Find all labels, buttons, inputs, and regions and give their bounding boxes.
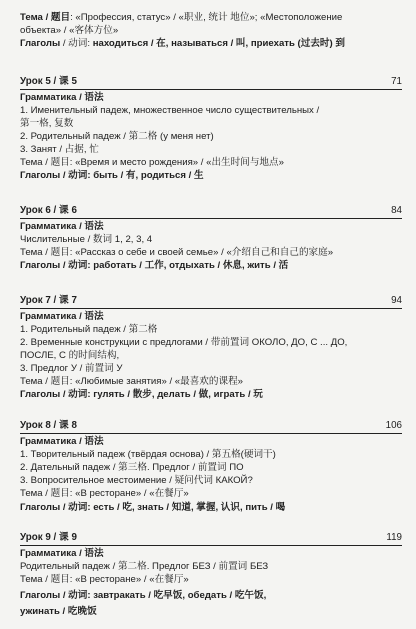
lesson-7-divider bbox=[20, 308, 402, 309]
lesson-7-line-7: Глаголы / 动词: гулять / 散步, делать / 做, играть / 玩 bbox=[20, 389, 263, 400]
lesson-5-line-2: 1. Именительный падеж, множественное число существительных / bbox=[20, 105, 320, 116]
lesson-7-line-4: ПОСЛЕ, С 的时间结构, bbox=[20, 350, 120, 361]
lesson-6-line-2: Числительные / 数词 1, 2, 3, 4 bbox=[20, 234, 153, 245]
lesson-6-line-3: Тема / 题目: «Рассказ о себе и своей семье» / «介绍自己和自己的家庭» bbox=[20, 247, 334, 258]
lesson-5-line-1: Грамматика / 语法 bbox=[20, 92, 104, 103]
lesson-6-divider bbox=[20, 218, 402, 219]
lesson-7-line-2: 1. Родительный падеж / 第二格 bbox=[20, 324, 158, 335]
intro-topic-line bbox=[20, 12, 402, 24]
lesson-8-line-3: 2. Дательный падеж / 第三格. Предлог / 前置词 ПО bbox=[20, 462, 244, 473]
lesson-8-divider bbox=[20, 433, 402, 434]
lesson-7-line-5: 3. Предлог У / 前置词 У bbox=[20, 363, 123, 374]
intro-topic-text-2: объекта» / «客体方位» bbox=[20, 25, 119, 36]
lesson-5-line-7: Глаголы / 动词: быть / 有, родиться / 生 bbox=[20, 170, 204, 181]
lesson-5-header bbox=[20, 76, 402, 88]
lesson-9-divider bbox=[20, 545, 402, 546]
lesson-5-divider bbox=[20, 89, 402, 90]
lesson-7-title: Урок 7 / 课 7 bbox=[20, 295, 77, 306]
lesson-6-line-1: Грамматика / 语法 bbox=[20, 221, 104, 232]
lesson-5-line-3: 第一格, 复数 bbox=[20, 118, 74, 129]
intro-topic-line-2 bbox=[20, 25, 402, 37]
lesson-9-line-2: Родительный падеж / 第二格. Предлог БЕЗ / 前置词 БЕЗ bbox=[20, 561, 269, 572]
lesson-7-line-6: Тема / 题目: «Любимые занятия» / «最喜欢的课程» bbox=[20, 376, 244, 387]
lesson-8-page-number: 106 bbox=[385, 420, 402, 431]
lesson-8-line-2: 1. Творительный падеж (твёрдая основа) / 第五格(硬词干) bbox=[20, 449, 276, 460]
lesson-8-title: Урок 8 / 课 8 bbox=[20, 420, 77, 431]
intro-verbs-line bbox=[20, 38, 402, 50]
lesson-5-title: Урок 5 / 课 5 bbox=[20, 76, 77, 87]
lesson-5-line-5: 3. Занят / 占据, 忙 bbox=[20, 144, 99, 155]
intro-topic-text: : «Профессия, статус» / «职业, 统计 地位»; «Местоположение bbox=[70, 12, 343, 23]
lesson-7-line-3: 2. Временные конструкции с предлогами / 带前置词 ОКОЛО, ДО, С ... ДО, bbox=[20, 337, 348, 348]
lesson-7-line-1: Грамматика / 语法 bbox=[20, 311, 104, 322]
lesson-6-header bbox=[20, 205, 402, 217]
lesson-7-header bbox=[20, 295, 402, 307]
lesson-6-line-4: Глаголы / 动词: работать / 工作, отдыхать / 休息, жить / 活 bbox=[20, 260, 289, 271]
lesson-9-page-number: 119 bbox=[386, 532, 402, 543]
lesson-9-line-3: Тема / 题目: «В ресторане» / «在餐厅» bbox=[20, 574, 189, 585]
intro-verbs-text: находиться / 在, называться / 叫, приехать (过去时) 到 bbox=[92, 38, 345, 49]
intro-verbs-label: Глаголы bbox=[20, 38, 61, 49]
lesson-8-header bbox=[20, 420, 402, 432]
lesson-9-line-1: Грамматика / 语法 bbox=[20, 548, 104, 559]
intro-verbs-sep: / 动词: bbox=[60, 38, 93, 49]
lesson-7-page-number: 94 bbox=[391, 295, 402, 306]
lesson-8-line-6: Глаголы / 动词: есть / 吃, знать / 知道, 掌握, 认识, пить / 喝 bbox=[20, 502, 286, 513]
intro-topic-label: Тема / 题目 bbox=[20, 12, 71, 23]
lesson-9-header bbox=[20, 532, 402, 544]
lesson-9-line-4: Глаголы / 动词: завтракать / 吃早饭, обедать / 吃午饭, bbox=[20, 590, 267, 601]
lesson-5-line-6: Тема / 题目: «Время и место рождения» / «出生时间与地点» bbox=[20, 157, 284, 168]
lesson-8-line-1: Грамматика / 语法 bbox=[20, 436, 104, 447]
lesson-9-line-5: ужинать / 吃晚饭 bbox=[20, 606, 97, 617]
lesson-6-page-number: 84 bbox=[391, 205, 402, 216]
lesson-8-line-4: 3. Вопросительное местоимение / 疑问代词 КАКОЙ? bbox=[20, 475, 253, 486]
lesson-5-page-number: 71 bbox=[391, 76, 402, 87]
lesson-9-title: Урок 9 / 课 9 bbox=[20, 532, 77, 543]
lesson-5-line-4: 2. Родительный падеж / 第二格 (у меня нет) bbox=[20, 131, 214, 142]
lesson-6-title: Урок 6 / 课 6 bbox=[20, 205, 77, 216]
lesson-8-line-5: Тема / 题目: «В ресторане» / «在餐厅» bbox=[20, 488, 189, 499]
